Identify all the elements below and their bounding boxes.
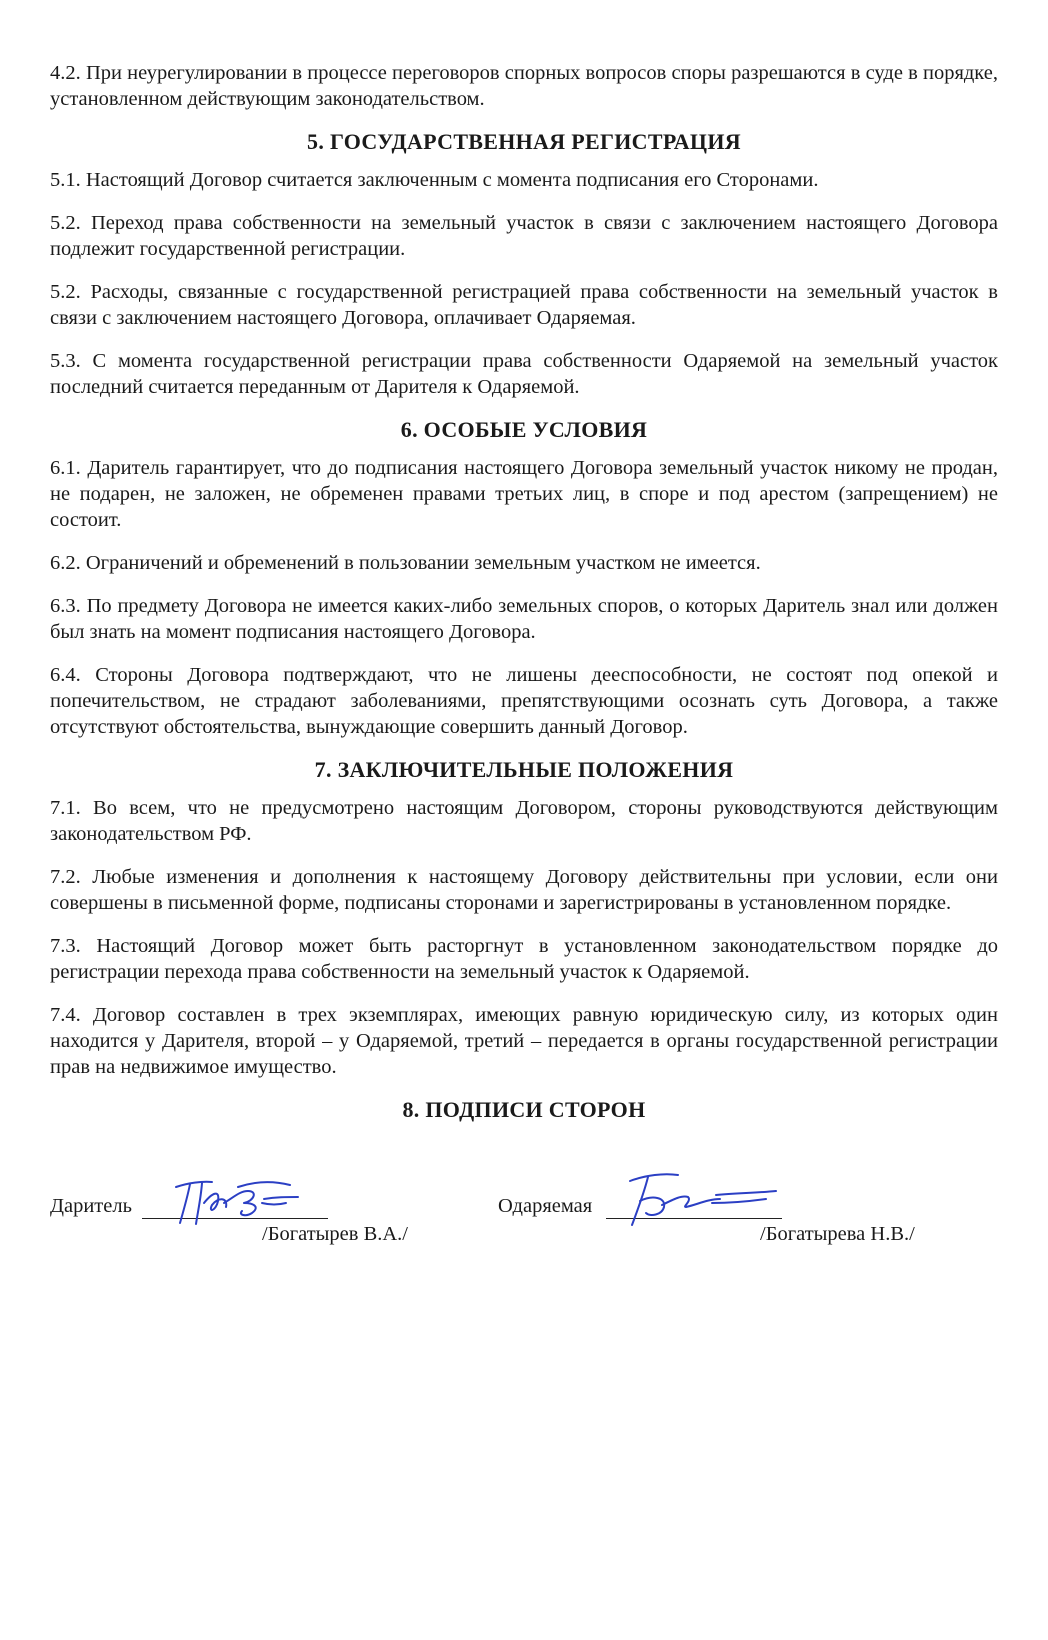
clause-6-2: 6.2. Ограничений и обременений в пользовании земельным участком не имеется. [50,552,761,574]
donor-name: /Богатырев В.А./ [262,1223,409,1245]
section-5-heading: 5. ГОСУДАРСТВЕННАЯ РЕГИСТРАЦИЯ [307,129,741,154]
section-6-heading: 6. ОСОБЫЕ УСЛОВИЯ [400,417,648,442]
clause-6-3: 6.3. По предмету Договора не имеется каких-либо земельных споров, о которых Даритель знал или должен был знать на момент подписания настоящего Договора. [50,595,998,643]
clause-7-2: 7.2. Любые изменения и дополнения к настоящему Договору действительны при условии, если они совершены в письменной форме, подписаны сторонами и зарегистрированы в установленном порядке. [50,866,998,914]
clause-7-4: 7.4. Договор составлен в трех экземплярах, имеющих равную юридическую силу, из которых один находится у Дарителя, второй – у Одаряемой, третий – передается в органы государственной регистрации прав на недвижимое имущество. [50,1004,998,1078]
clause-6-4: 6.4. Стороны Договора подтверждают, что не лишены дееспособности, не состоят под опекой и попечительством, не страдают заболеваниями, препятствующими осознать суть Договора, а также отсутствуют обстоятельства, вынуждающие совершить данный Договор. [50,664,998,738]
clause-7-3: 7.3. Настоящий Договор может быть расторгнут в установленном законодательством порядке до регистрации перехода права собственности на земельный участок к Одаряемой. [50,935,998,983]
section-8-heading: 8. ПОДПИСИ СТОРОН [402,1097,646,1122]
donor-signature-block [50,1185,470,1265]
section-7-heading: 7. ЗАКЛЮЧИТЕЛЬНЫЕ ПОЛОЖЕНИЯ [314,757,734,782]
donee-name: /Богатырева Н.В./ [760,1223,915,1245]
clause-6-1: 6.1. Даритель гарантирует, что до подписания настоящего Договора земельный участок никому не продан, не подарен, не заложен, не обременен правами третьих лиц, в споре и под арестом (запрещением) не состоит. [50,457,998,531]
document-body [50,60,998,1135]
clause-5-2b: 5.2. Расходы, связанные с государственной регистрацией права собственности на земельный участок в связи с заключением настоящего Договора, оплачивает Одаряемая. [50,281,998,329]
clause-5-1: 5.1. Настоящий Договор считается заключенным с момента подписания его Сторонами. [50,169,819,191]
clause-4-2: 4.2. При неурегулировании в процессе переговоров спорных вопросов споры разрешаются в суде в порядке, установленном действующим законодательством. [50,62,998,110]
donee-label: Одаряемая [498,1195,593,1217]
clause-7-1: 7.1. Во всем, что не предусмотрено настоящим Договором, стороны руководствуются действующим законодательством РФ. [50,797,998,845]
clause-5-2a: 5.2. Переход права собственности на земельный участок в связи с заключением настоящего Договора подлежит государственной регистрации. [50,212,998,260]
clause-5-3: 5.3. С момента государственной регистрации права собственности Одаряемой на земельный участок последний считается переданным от Дарителя к Одаряемой. [50,350,998,398]
donor-label: Даритель [50,1195,132,1217]
donee-signature-block [498,1185,998,1265]
signature-row [50,1185,998,1265]
